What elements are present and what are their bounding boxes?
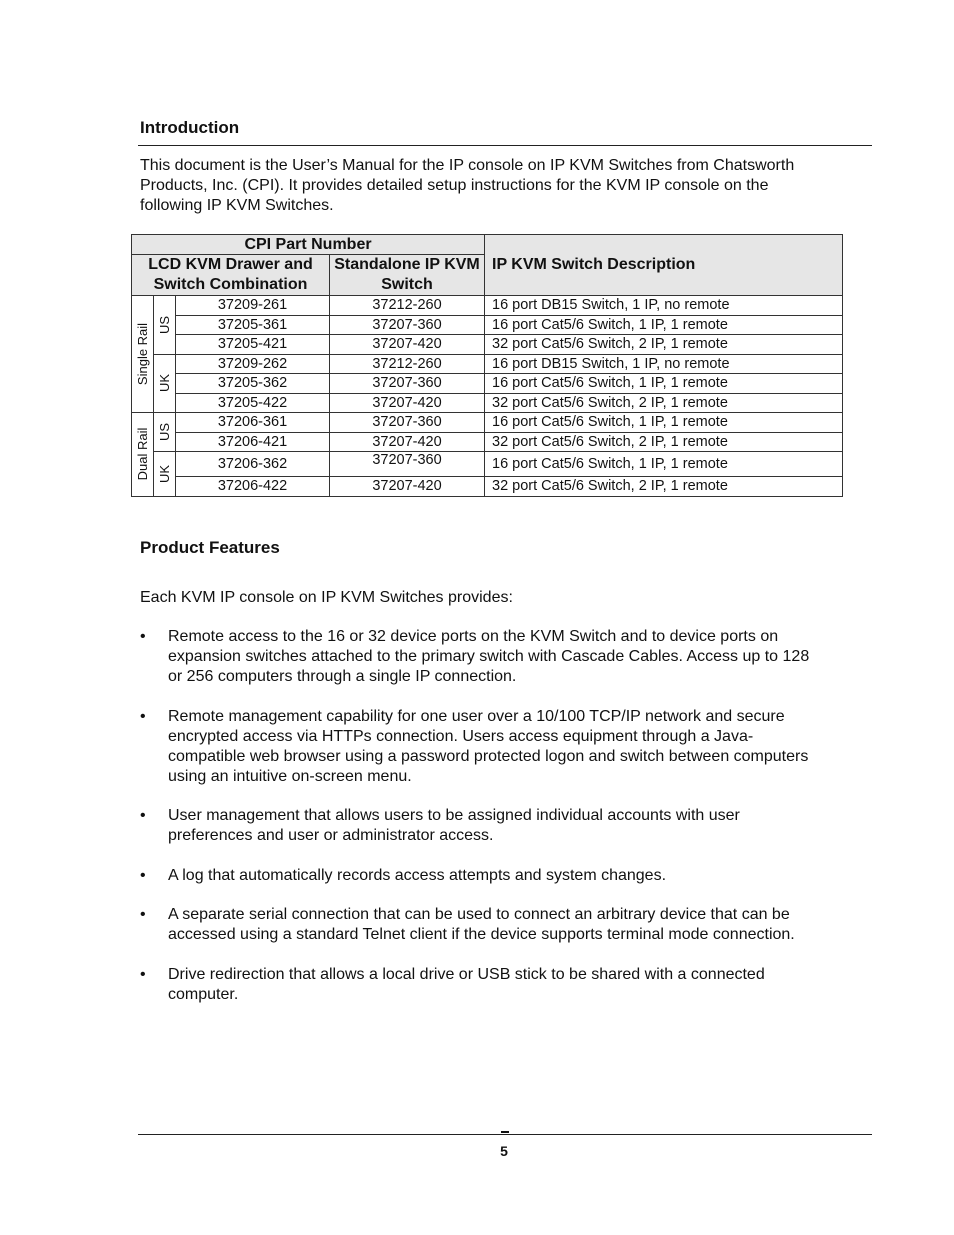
bullet-icon: • xyxy=(140,807,146,824)
bullet-line: or 256 computers through a single IP connection. xyxy=(168,668,517,685)
region-text: UK xyxy=(156,464,172,483)
combo-cell: 37205-362 xyxy=(176,374,330,394)
bullet-line: Drive redirection that allows a local drive or USB stick to be shared with a connected xyxy=(168,965,765,983)
standalone-cell: 37207-360 xyxy=(330,413,485,433)
bullet-icon: • xyxy=(140,628,146,645)
combo-cell: 37206-361 xyxy=(176,413,330,433)
feature-list xyxy=(140,627,860,1024)
introduction-paragraph xyxy=(140,156,860,216)
bullet-line: preferences and user or administrator access. xyxy=(168,827,494,844)
combo-cell: 37205-361 xyxy=(176,315,330,335)
list-item xyxy=(140,965,860,1005)
features-intro: Each KVM IP console on IP KVM Switches provides: xyxy=(140,589,513,606)
list-item xyxy=(140,905,860,945)
description-cell: 16 port Cat5/6 Switch, 1 IP, 1 remote xyxy=(485,374,843,394)
bullet-line: A separate serial connection that can be used to connect an arbitrary device that can be xyxy=(168,906,790,923)
introduction-heading: Introduction xyxy=(140,118,240,137)
table-row xyxy=(132,477,843,497)
standalone-cell: 37212-260 xyxy=(330,354,485,374)
cpi-part-number-header: CPI Part Number xyxy=(132,235,485,255)
bullet-line: computer. xyxy=(168,985,239,1003)
bullet-line: accessed using a standard Telnet client if the device supports terminal mode connection. xyxy=(168,926,795,943)
description-cell: 16 port DB15 Switch, 1 IP, no remote xyxy=(485,296,843,316)
description-cell: 16 port Cat5/6 Switch, 1 IP, 1 remote xyxy=(485,413,843,433)
part-number-table xyxy=(131,234,843,497)
standalone-cell: 37207-360 xyxy=(330,374,485,394)
paragraph-line: Products, Inc. (CPI). It provides detailed setup instructions for the KVM IP console on the xyxy=(140,177,769,194)
single-rail-text: Single Rail xyxy=(134,322,150,386)
single-rail-label xyxy=(132,296,154,413)
region-text: US xyxy=(156,315,172,334)
table-row xyxy=(132,354,843,374)
bullet-line: User management that allows users to be assigned individual accounts with user xyxy=(168,807,740,824)
description-cell: 32 port Cat5/6 Switch, 2 IP, 1 remote xyxy=(485,393,843,413)
table-row xyxy=(132,393,843,413)
table-row xyxy=(132,296,843,316)
standalone-cell: 37207-420 xyxy=(330,335,485,355)
paragraph-line: following IP KVM Switches. xyxy=(140,197,334,214)
standalone-cell: 37207-420 xyxy=(330,432,485,452)
region-us-label xyxy=(154,296,176,355)
description-cell: 32 port Cat5/6 Switch, 2 IP, 1 remote xyxy=(485,477,843,497)
list-item xyxy=(140,707,860,787)
dual-rail-label xyxy=(132,413,154,497)
bullet-line: A log that automatically records access attempts and system changes. xyxy=(168,866,667,884)
combo-cell: 37205-421 xyxy=(176,335,330,355)
combo-cell: 37205-422 xyxy=(176,393,330,413)
region-text: US xyxy=(156,422,172,442)
bullet-icon: • xyxy=(140,707,146,725)
standalone-cell: 37212-260 xyxy=(330,296,485,316)
bullet-icon: • xyxy=(140,866,146,884)
paragraph-line: This document is the User’s Manual for the IP console on IP KVM Switches from Chatsworth xyxy=(140,157,795,174)
table-row xyxy=(132,315,843,335)
bullet-icon: • xyxy=(140,906,146,923)
combo-cell: 37209-262 xyxy=(176,354,330,374)
table-row xyxy=(132,413,843,433)
table-row xyxy=(132,374,843,394)
bullet-icon: • xyxy=(140,965,146,983)
standalone-cell: 37207-360 xyxy=(330,452,485,477)
description-column-header: IP KVM Switch Description xyxy=(485,235,843,296)
description-cell: 32 port Cat5/6 Switch, 2 IP, 1 remote xyxy=(485,335,843,355)
bullet-line: expansion switches attached to the primary switch with Cascade Cables. Access up to 128 xyxy=(168,648,810,665)
bullet-line: Remote management capability for one user over a 10/100 TCP/IP network and secure xyxy=(168,707,785,725)
description-cell: 16 port DB15 Switch, 1 IP, no remote xyxy=(485,354,843,374)
region-text: UK xyxy=(156,374,172,393)
table-row xyxy=(132,432,843,452)
bullet-line: Remote access to the 16 or 32 device ports on the KVM Switch and to device ports on xyxy=(168,628,779,645)
description-cell: 32 port Cat5/6 Switch, 2 IP, 1 remote xyxy=(485,432,843,452)
bullet-line: using an intuitive on-screen menu. xyxy=(168,767,412,785)
combo-cell: 37206-362 xyxy=(176,452,330,477)
table-row xyxy=(132,452,843,477)
region-us-label xyxy=(154,413,176,452)
page-number: 5 xyxy=(500,1143,508,1159)
product-features-heading: Product Features xyxy=(140,538,280,557)
footer-rule xyxy=(138,1134,872,1135)
bullet-line: encrypted access via HTTPs connection. Users access equipment through a Java- xyxy=(168,727,754,745)
heading-rule xyxy=(138,145,872,146)
bullet-line: compatible web browser using a password protected logon and switch between computers xyxy=(168,747,809,765)
standalone-cell: 37207-420 xyxy=(330,393,485,413)
combo-cell: 37209-261 xyxy=(176,296,330,316)
footer-tick-mark xyxy=(501,1131,509,1133)
standalone-cell: 37207-360 xyxy=(330,315,485,335)
list-item xyxy=(140,806,860,846)
standalone-cell: 37207-420 xyxy=(330,477,485,497)
list-item xyxy=(140,866,860,886)
description-cell: 16 port Cat5/6 Switch, 1 IP, 1 remote xyxy=(485,452,843,477)
region-uk-label xyxy=(154,452,176,497)
region-uk-label xyxy=(154,354,176,413)
table-row xyxy=(132,335,843,355)
list-item xyxy=(140,627,860,687)
combo-cell: 37206-421 xyxy=(176,432,330,452)
dual-rail-text: Dual Rail xyxy=(134,427,150,481)
combo-cell: 37206-422 xyxy=(176,477,330,497)
description-cell: 16 port Cat5/6 Switch, 1 IP, 1 remote xyxy=(485,315,843,335)
standalone-column-header: Standalone IP KVM Switch xyxy=(330,255,485,296)
combo-column-header: LCD KVM Drawer and Switch Combination xyxy=(132,255,330,296)
